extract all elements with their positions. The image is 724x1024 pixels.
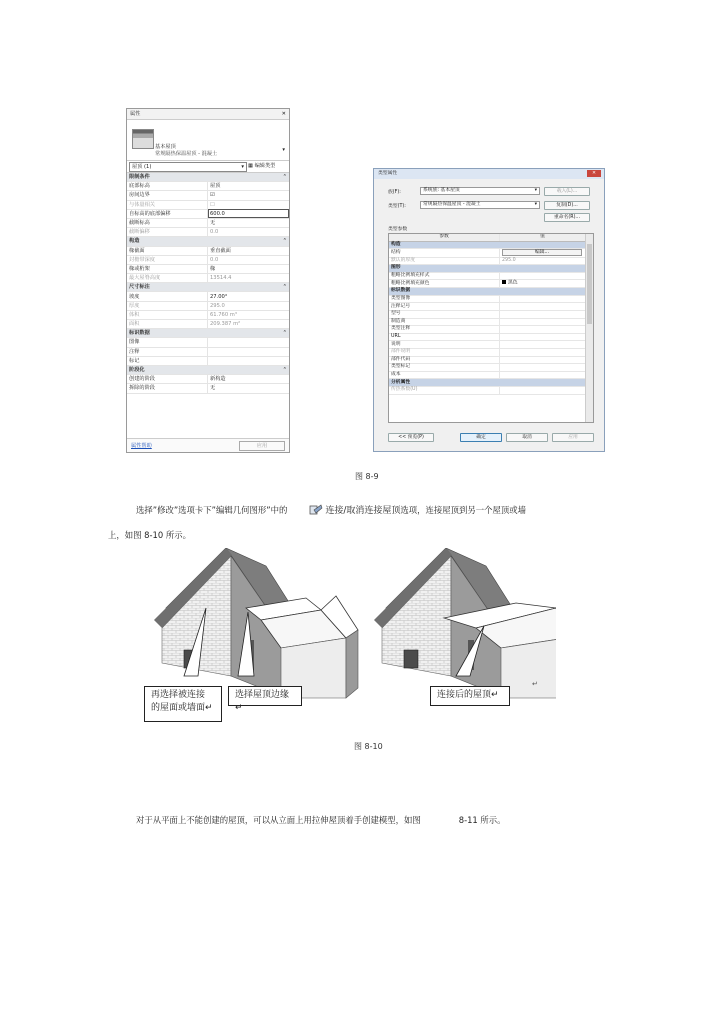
parameter-name: 默认的厚度 xyxy=(389,257,500,265)
property-value[interactable]: 0.0 xyxy=(208,255,290,264)
property-value[interactable]: 垂直截面 xyxy=(208,246,290,255)
figure-caption-8-9: 图 8-9 xyxy=(355,472,379,481)
family-value: 系统族: 基本屋顶 xyxy=(423,188,460,193)
parameter-value[interactable] xyxy=(500,326,586,334)
property-name: 封檐带深度 xyxy=(127,255,208,264)
parameter-value[interactable] xyxy=(500,341,586,349)
parameter-group-name: 分析属性 xyxy=(389,379,585,387)
property-value[interactable]: 61.760 m³ xyxy=(208,310,290,319)
instance-filter-row xyxy=(127,161,289,173)
edit-type-icon: ▦ xyxy=(248,163,253,169)
close-icon[interactable]: ✕ xyxy=(281,111,286,117)
parameter-row xyxy=(389,341,585,349)
type-dropdown[interactable] xyxy=(420,201,540,209)
type-label: 类型(T): xyxy=(388,204,406,209)
parameter-name: 粗略比例填充样式 xyxy=(389,272,500,280)
property-value[interactable]: 13514.4 xyxy=(208,274,290,283)
property-row xyxy=(127,384,289,393)
property-row xyxy=(127,255,289,264)
parameter-group-name: 构造 xyxy=(389,241,585,249)
callout-1-line-2: 的屋面或墙面↵ xyxy=(151,703,213,713)
property-name: 坡度 xyxy=(127,292,208,301)
property-name: 房间边界 xyxy=(127,191,208,200)
property-name: 截断标高 xyxy=(127,218,208,227)
paragraph-2-figure-ref: 8-11 所示。 xyxy=(458,815,506,825)
callout-select-roof-edge: 选择屋顶边缘↵ xyxy=(228,686,302,706)
parameter-name: 类型图像 xyxy=(389,295,500,303)
collapse-icon[interactable]: ⌃ xyxy=(282,238,287,245)
parameter-group-name: 图形 xyxy=(389,265,585,273)
column-header: 值 xyxy=(500,234,586,241)
parameter-name: 类型注释 xyxy=(389,326,500,334)
property-value[interactable]: ☑ xyxy=(208,191,290,200)
property-row xyxy=(127,310,289,319)
property-row xyxy=(127,228,289,237)
parameter-value[interactable] xyxy=(500,333,586,341)
property-row xyxy=(127,200,289,209)
property-value[interactable] xyxy=(208,347,290,356)
parameter-value[interactable] xyxy=(500,364,586,372)
property-row xyxy=(127,320,289,329)
paragraph-1-line-1 xyxy=(136,503,526,516)
join-roof-icon xyxy=(309,504,323,515)
preview-button[interactable]: << 预览(P) xyxy=(388,433,434,442)
property-name: 拆除的阶段 xyxy=(127,384,208,393)
paragraph-2 xyxy=(136,814,506,826)
grid-header-row xyxy=(389,234,585,241)
edit-type-button[interactable] xyxy=(248,161,275,172)
parameter-name: 部件说明 xyxy=(389,349,500,357)
dialog-title-bar xyxy=(374,169,604,179)
load-button[interactable]: 载入(L)... xyxy=(544,187,590,196)
collapse-icon[interactable]: ⌃ xyxy=(282,367,287,374)
property-name: 椽截面 xyxy=(127,246,208,255)
property-group-header[interactable] xyxy=(127,237,289,246)
property-name: 图像 xyxy=(127,338,208,347)
duplicate-button[interactable]: 复制(D)... xyxy=(544,201,590,210)
parameter-name: 型号 xyxy=(389,311,500,319)
parameter-row xyxy=(389,280,585,288)
property-row xyxy=(127,274,289,283)
rename-button[interactable]: 重命名(R)... xyxy=(544,213,590,222)
parameter-value[interactable] xyxy=(500,311,586,319)
property-name: 与体量相关 xyxy=(127,200,208,209)
edit-structure-button[interactable]: 编辑... xyxy=(502,249,582,256)
parameter-row xyxy=(389,311,585,319)
property-row xyxy=(127,218,289,227)
scrollbar-thumb[interactable] xyxy=(587,244,592,324)
parameter-group-header[interactable] xyxy=(389,241,585,249)
property-group-name: 尺寸标注 xyxy=(129,284,150,291)
property-value[interactable]: 0.0 xyxy=(208,228,290,237)
parameter-group-header[interactable] xyxy=(389,379,585,387)
parameter-row xyxy=(389,333,585,341)
parameter-name: URL xyxy=(389,333,500,341)
type-params-label: 类型参数 xyxy=(388,227,408,232)
property-row xyxy=(127,191,289,200)
cancel-button[interactable]: 取消 xyxy=(506,433,548,442)
parameter-value[interactable] xyxy=(500,295,586,303)
property-value[interactable]: 600.0 xyxy=(208,209,290,218)
parameter-row xyxy=(389,303,585,311)
parameter-name: 制造商 xyxy=(389,318,500,326)
instance-label: 屋顶 (1) xyxy=(132,164,152,170)
property-value[interactable]: 无 xyxy=(208,384,290,393)
property-group-name: 标识数据 xyxy=(129,330,150,337)
property-value[interactable]: ☐ xyxy=(208,200,290,209)
apply-button[interactable]: 应用 xyxy=(552,433,594,442)
property-name: 截断偏移 xyxy=(127,228,208,237)
parameter-value-text: 295.0 xyxy=(502,257,516,263)
parameter-name: 注释记号 xyxy=(389,303,500,311)
color-swatch-icon xyxy=(502,280,506,284)
parameter-value[interactable] xyxy=(500,356,586,364)
parameter-group-header[interactable] xyxy=(389,288,585,296)
parameter-row xyxy=(389,326,585,334)
property-value[interactable]: 无 xyxy=(208,218,290,227)
parameter-value[interactable] xyxy=(500,387,586,395)
collapse-icon[interactable]: ⌃ xyxy=(282,174,287,181)
parameter-value-text: 黑色 xyxy=(508,280,518,286)
scrollbar[interactable] xyxy=(585,234,593,422)
type-parameters-table xyxy=(389,234,585,395)
property-group-header[interactable] xyxy=(127,329,289,338)
collapse-icon[interactable]: ⌃ xyxy=(282,284,287,291)
property-group-name: 构造 xyxy=(129,238,140,245)
property-row xyxy=(127,246,289,255)
property-name: 底部标高 xyxy=(127,182,208,191)
property-group-header[interactable] xyxy=(127,173,289,182)
parameter-name: 说明 xyxy=(389,341,500,349)
property-row xyxy=(127,292,289,301)
property-name: 自标高的底部偏移 xyxy=(127,209,208,218)
type-properties-dialog xyxy=(373,168,605,452)
dialog-title: 类型属性 xyxy=(378,171,398,176)
property-name: 创建的阶段 xyxy=(127,375,208,384)
apply-button[interactable]: 应用 xyxy=(239,441,285,451)
properties-title: 属性 xyxy=(130,111,141,117)
type-value: 常规隔热保温屋顶 - 混凝土 xyxy=(423,202,481,207)
parameter-row xyxy=(389,387,585,395)
parameter-name: 类型标记 xyxy=(389,364,500,372)
family-label: 族(F): xyxy=(388,190,401,195)
join-roof-tool-name: 连接/取消连接屋顶 xyxy=(325,506,401,516)
parameter-row xyxy=(389,364,585,372)
parameter-name: 成本 xyxy=(389,371,500,379)
parameter-value[interactable] xyxy=(500,349,586,357)
collapse-icon[interactable]: ⌃ xyxy=(282,330,287,337)
property-value[interactable]: 27.00° xyxy=(208,292,290,301)
type-name: 常规隔热保温屋顶 - 混凝土 xyxy=(155,151,218,157)
paragraph-1-text-after: 选项，连接屋顶到另一个屋顶或墙 xyxy=(400,505,527,515)
parameter-value[interactable] xyxy=(500,318,586,326)
parameter-value[interactable] xyxy=(500,303,586,311)
parameter-value[interactable] xyxy=(500,272,586,280)
property-value[interactable] xyxy=(208,356,290,365)
property-row xyxy=(127,356,289,365)
callout-1-line-1: 再选择被连接 xyxy=(151,690,206,700)
parameter-value[interactable] xyxy=(500,249,586,257)
ok-button[interactable]: 确定 xyxy=(460,433,502,442)
parameter-row xyxy=(389,349,585,357)
property-name: 体积 xyxy=(127,310,208,319)
parameter-row xyxy=(389,371,585,379)
property-name: 最大屋脊高度 xyxy=(127,274,208,283)
parameter-row xyxy=(389,295,585,303)
properties-table xyxy=(127,173,289,394)
paragraph-mark: ↵ xyxy=(532,680,538,688)
paragraph-1-text-before: 选择”修改”选项卡下”编辑几何图形”中的 xyxy=(136,505,288,515)
parameter-name: 粗略比例填充颜色 xyxy=(389,280,500,288)
properties-panel xyxy=(126,108,290,453)
parameter-value[interactable] xyxy=(500,371,586,379)
property-group-header[interactable] xyxy=(127,283,289,292)
edit-type-label: 编辑类型 xyxy=(254,163,276,169)
column-header: 参数 xyxy=(389,234,500,241)
close-icon[interactable]: ✕ xyxy=(587,170,601,177)
chevron-down-icon: ▾ xyxy=(241,164,244,170)
parameter-value[interactable] xyxy=(500,257,586,265)
paragraph-2-text: 对于从平面上不能创建的屋顶，可以从立面上用拉伸屋顶着手创建模型，如图 xyxy=(136,815,421,825)
property-group-name: 阶段化 xyxy=(129,367,145,374)
property-value[interactable]: 椽 xyxy=(208,264,290,273)
callout-select-joined-face xyxy=(144,686,222,722)
parameter-value[interactable] xyxy=(500,280,586,288)
property-name: 注释 xyxy=(127,347,208,356)
parameter-row xyxy=(389,318,585,326)
family-dropdown[interactable] xyxy=(420,187,540,195)
properties-footer xyxy=(127,438,289,452)
property-row xyxy=(127,338,289,347)
parameter-row xyxy=(389,356,585,364)
parameter-name: 部件代码 xyxy=(389,356,500,364)
property-row xyxy=(127,182,289,191)
instance-dropdown[interactable] xyxy=(129,162,247,172)
parameter-group-name: 标识数据 xyxy=(389,288,585,296)
property-row xyxy=(127,209,289,218)
property-row xyxy=(127,301,289,310)
property-name: 厚度 xyxy=(127,301,208,310)
chevron-down-icon: ▾ xyxy=(534,188,537,193)
property-value[interactable] xyxy=(208,338,290,347)
property-name: 椽或桁架 xyxy=(127,264,208,273)
chevron-down-icon: ▾ xyxy=(534,202,537,207)
parameter-row xyxy=(389,272,585,280)
callout-joined-roof: 连接后的屋顶↵ xyxy=(430,686,510,706)
parameter-name: 结构 xyxy=(389,249,500,257)
parameter-name: 传热系数(U) xyxy=(389,387,500,395)
roof-type-thumbnail xyxy=(132,129,154,149)
property-row xyxy=(127,375,289,384)
property-group-name: 限制条件 xyxy=(129,174,150,181)
property-value[interactable]: 新构造 xyxy=(208,375,290,384)
parameter-row xyxy=(389,249,585,257)
properties-help-link[interactable]: 属性帮助 xyxy=(131,443,152,449)
type-family-name: 基本屋顶 xyxy=(155,144,176,150)
property-row xyxy=(127,264,289,273)
chevron-down-icon[interactable]: ▾ xyxy=(282,147,285,153)
paragraph-1-line-2: 上，如图 8-10 所示。 xyxy=(108,530,191,540)
property-value[interactable]: 295.0 xyxy=(208,301,290,310)
parameter-row xyxy=(389,257,585,265)
property-row xyxy=(127,347,289,356)
property-value[interactable]: 屋顶 xyxy=(208,182,290,191)
property-name: 面积 xyxy=(127,320,208,329)
property-name: 标记 xyxy=(127,356,208,365)
property-group-header[interactable] xyxy=(127,365,289,374)
type-parameters-grid xyxy=(388,233,594,423)
parameter-group-header[interactable] xyxy=(389,265,585,273)
properties-title-bar xyxy=(127,109,289,120)
figure-caption-8-10: 图 8-10 xyxy=(354,742,383,751)
type-selector[interactable] xyxy=(127,120,289,161)
property-value[interactable]: 209.387 m² xyxy=(208,320,290,329)
